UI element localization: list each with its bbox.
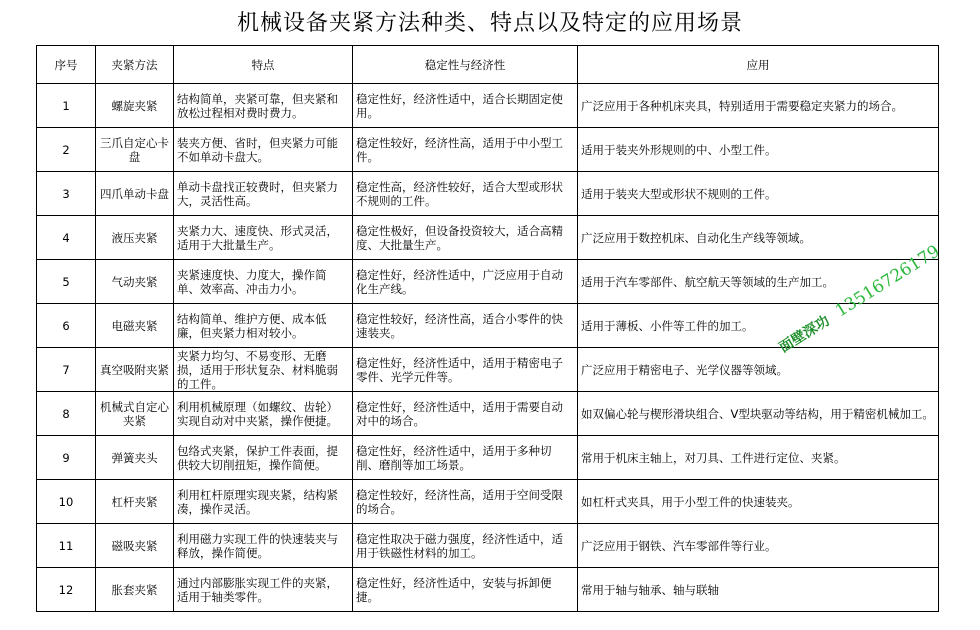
table-row — [37, 392, 939, 436]
watermark-phone: 13516726179 — [831, 241, 944, 322]
cell-num: 3 — [37, 172, 96, 216]
cell-feature: 利用磁力实现工件的快速装夹与释放，操作简便。 — [174, 524, 353, 568]
cell-feature: 通过内部膨胀实现工件的夹紧，适用于轴类零件。 — [174, 568, 353, 612]
cell-num: 5 — [37, 260, 96, 304]
cell-feature: 结构简单、维护方便、成本低廉，但夹紧力相对较小。 — [174, 304, 353, 348]
cell-stability: 稳定性较好，经济性高，适用于空间受限的场合。 — [353, 480, 578, 524]
cell-method: 液压夹紧 — [96, 216, 174, 260]
header-application: 应用 — [578, 46, 939, 84]
cell-num: 1 — [37, 84, 96, 128]
cell-application: 适用于汽车零部件、航空航天等领域的生产加工。 — [578, 260, 939, 304]
table-row — [37, 172, 939, 216]
cell-num: 10 — [37, 480, 96, 524]
cell-feature: 装夹方便、省时，但夹紧力可能不如单动卡盘大。 — [174, 128, 353, 172]
table-row — [37, 84, 939, 128]
table-body — [37, 84, 939, 612]
cell-method: 真空吸附夹紧 — [96, 348, 174, 392]
cell-feature: 夹紧力大、速度快、形式灵活，适用于大批量生产。 — [174, 216, 353, 260]
cell-method: 气动夹紧 — [96, 260, 174, 304]
cell-method: 弹簧夹头 — [96, 436, 174, 480]
cell-stability: 稳定性较好，经济性高，适用于中小型工件。 — [353, 128, 578, 172]
cell-method: 杠杆夹紧 — [96, 480, 174, 524]
header-num: 序号 — [37, 46, 96, 84]
table-row — [37, 348, 939, 392]
cell-stability: 稳定性好，经济性适中，安装与拆卸便捷。 — [353, 568, 578, 612]
table-row — [37, 524, 939, 568]
cell-application: 广泛应用于数控机床、自动化生产线等领域。 — [578, 216, 939, 260]
cell-stability: 稳定性高，经济性较好，适合大型或形状不规则的工件。 — [353, 172, 578, 216]
cell-stability: 稳定性好，经济性适中，适用于多种切削、磨削等加工场景。 — [353, 436, 578, 480]
cell-num: 11 — [37, 524, 96, 568]
cell-application: 常用于机床主轴上，对刀具、工件进行定位、夹紧。 — [578, 436, 939, 480]
cell-stability: 稳定性极好，但设备投资较大，适合高精度、大批量生产。 — [353, 216, 578, 260]
cell-stability: 稳定性取决于磁力强度，经济性适中，适用于铁磁性材料的加工。 — [353, 524, 578, 568]
table-row — [37, 128, 939, 172]
cell-application: 广泛应用于精密电子、光学仪器等领域。 — [578, 348, 939, 392]
cell-application: 广泛应用于钢铁、汽车零部件等行业。 — [578, 524, 939, 568]
header-feature: 特点 — [174, 46, 353, 84]
cell-num: 7 — [37, 348, 96, 392]
cell-method: 磁吸夹紧 — [96, 524, 174, 568]
cell-application: 适用于装夹外形规则的中、小型工件。 — [578, 128, 939, 172]
table-row — [37, 304, 939, 348]
table-row — [37, 216, 939, 260]
table-row — [37, 436, 939, 480]
cell-feature: 结构简单，夹紧可靠，但夹紧和放松过程相对费时费力。 — [174, 84, 353, 128]
cell-method: 螺旋夹紧 — [96, 84, 174, 128]
header-stability: 稳定性与经济性 — [353, 46, 578, 84]
cell-method: 电磁夹紧 — [96, 304, 174, 348]
cell-feature: 包络式夹紧，保护工件表面，提供较大切削扭矩，操作简便。 — [174, 436, 353, 480]
table-header-row — [37, 46, 939, 84]
cell-feature: 利用机械原理（如螺纹、齿轮）实现自动对中夹紧，操作便捷。 — [174, 392, 353, 436]
cell-stability: 稳定性好，经济性适中，适用于精密电子零件、光学元件等。 — [353, 348, 578, 392]
table-row — [37, 568, 939, 612]
table-row — [37, 480, 939, 524]
cell-application: 如双偏心轮与楔形滑块组合、V型块驱动等结构，用于精密机械加工。 — [578, 392, 939, 436]
cell-num: 4 — [37, 216, 96, 260]
cell-num: 8 — [37, 392, 96, 436]
table-row — [37, 260, 939, 304]
cell-method: 胀套夹紧 — [96, 568, 174, 612]
cell-application: 适用于装夹大型或形状不规则的工件。 — [578, 172, 939, 216]
cell-stability: 稳定性好，经济性适中，适用于需要自动对中的场合。 — [353, 392, 578, 436]
cell-method: 四爪单动卡盘 — [96, 172, 174, 216]
cell-stability: 稳定性好，经济性适中，广泛应用于自动化生产线。 — [353, 260, 578, 304]
cell-num: 12 — [37, 568, 96, 612]
clamping-methods-table — [36, 45, 939, 612]
cell-method: 机械式自定心夹紧 — [96, 392, 174, 436]
cell-feature: 夹紧速度快、力度大，操作简单、效率高、冲击力小。 — [174, 260, 353, 304]
cell-feature: 单动卡盘找正较费时，但夹紧力大，灵活性高。 — [174, 172, 353, 216]
cell-method: 三爪自定心卡盘 — [96, 128, 174, 172]
cell-num: 6 — [37, 304, 96, 348]
cell-num: 2 — [37, 128, 96, 172]
cell-application: 常用于轴与轴承、轴与联轴 — [578, 568, 939, 612]
cell-feature: 利用杠杆原理实现夹紧，结构紧凑，操作灵活。 — [174, 480, 353, 524]
cell-application: 如杠杆式夹具，用于小型工件的快速装夹。 — [578, 480, 939, 524]
cell-num: 9 — [37, 436, 96, 480]
cell-application: 适用于薄板、小件等工件的加工。 — [578, 304, 939, 348]
cell-feature: 夹紧力均匀、不易变形、无磨损，适用于形状复杂、材料脆弱的工件。 — [174, 348, 353, 392]
header-method: 夹紧方法 — [96, 46, 174, 84]
watermark-name: 面壁深功 — [776, 312, 833, 357]
page-title: 机械设备夹紧方法种类、特点以及特定的应用场景 — [236, 11, 743, 36]
cell-stability: 稳定性好，经济性适中，适合长期固定使用。 — [353, 84, 578, 128]
cell-stability: 稳定性较好，经济性高，适合小零件的快速装夹。 — [353, 304, 578, 348]
cell-application: 广泛应用于各种机床夹具，特别适用于需要稳定夹紧力的场合。 — [578, 84, 939, 128]
